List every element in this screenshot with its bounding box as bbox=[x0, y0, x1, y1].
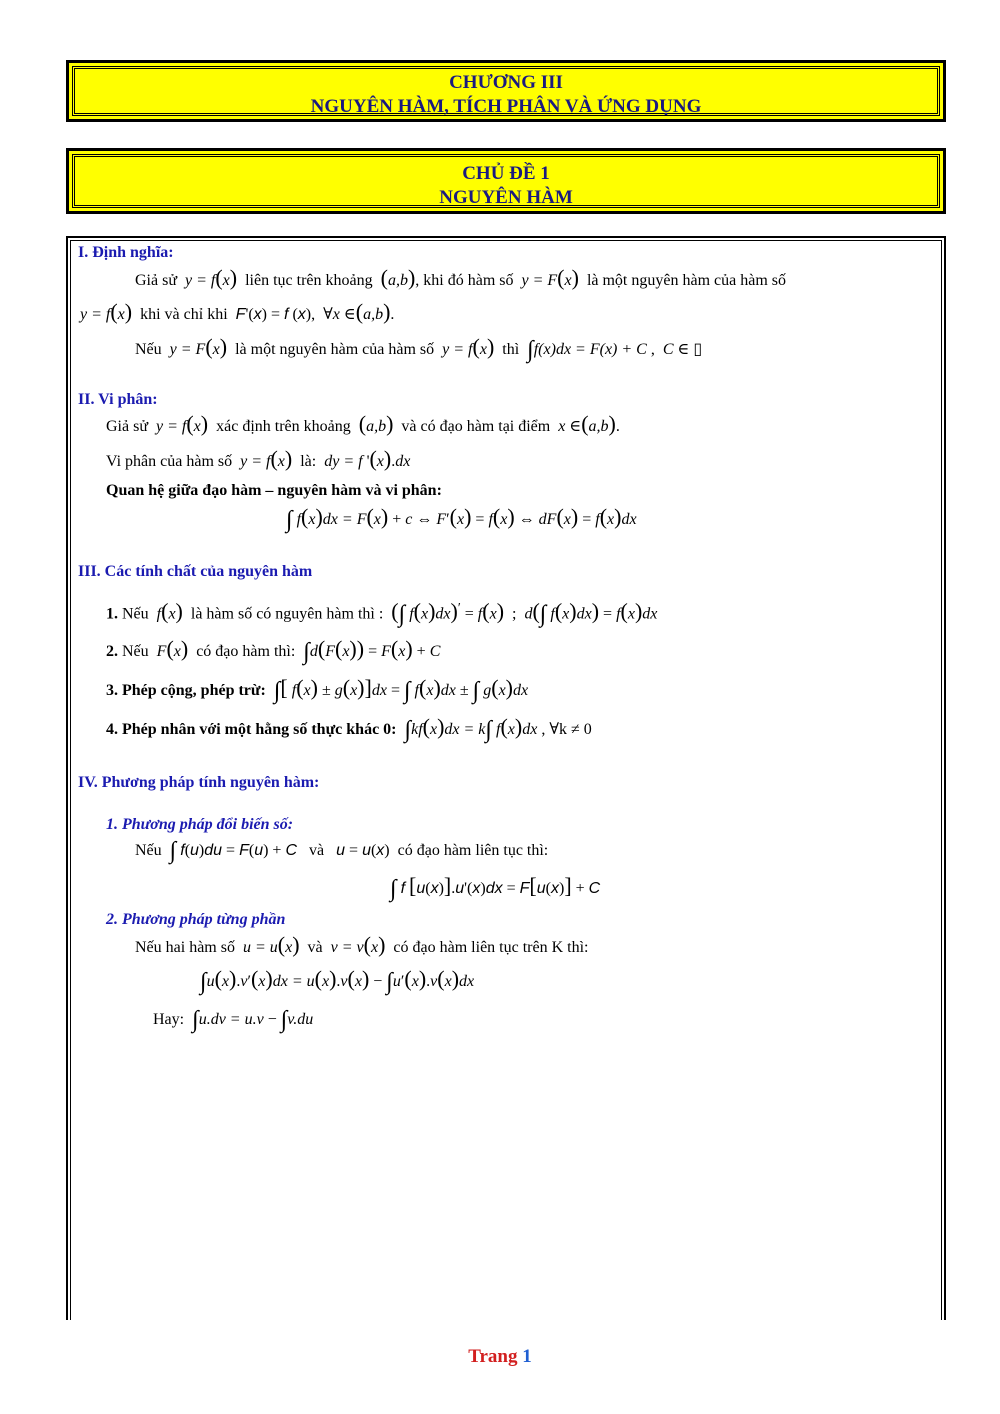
section-definition-heading: I. Định nghĩa: bbox=[78, 244, 174, 261]
property-3: 3. Phép cộng, phép trừ: ∫[ f(x) ± g(x)]dx = ∫ f(x)dx ± ∫ g(x)dx bbox=[106, 675, 529, 704]
definition-line-2: y = f(x) khi và chỉ khi F'(x) = f (x), ∀x ∈(a,b). bbox=[80, 299, 395, 324]
method-substitution-heading: 1. Phương pháp đổi biến số: bbox=[106, 816, 294, 833]
parts-line-1: Nếu hai hàm số u = u(x) và v = v(x) có đạo hàm liên tục trên K thì: bbox=[135, 932, 589, 957]
parts-formula: ∫u(x).v′(x)dx = u(x).v(x) − ∫u′(x).v(x)dx bbox=[200, 966, 475, 995]
property-1: 1. Nếu f(x) là hàm số có nguyên hàm thì : (∫ f(x)dx)′ = f(x) ; d(∫ f(x)dx) = f(x)dx bbox=[106, 598, 658, 628]
differential-line-2: Vi phân của hàm số y = f(x) là: dy = f '(x).dx bbox=[106, 446, 411, 471]
chapter-number: CHƯƠNG III bbox=[449, 72, 563, 93]
section-differential-heading: II. Vi phân: bbox=[78, 391, 158, 408]
definition-line-3: Nếu y = F(x) là một nguyên hàm của hàm số y = f(x) thì ∫f(x)dx = F(x) + C , C ∈ ▯ bbox=[135, 334, 703, 363]
section-methods-heading: IV. Phương pháp tính nguyên hàm: bbox=[78, 774, 320, 791]
chapter-title: NGUYÊN HÀM, TÍCH PHÂN VÀ ỨNG DỤNG bbox=[310, 96, 702, 117]
page-label: Trang bbox=[468, 1346, 518, 1367]
property-2: 2. Nếu F(x) có đạo hàm thì: ∫d(F(x)) = F(x) + C bbox=[106, 636, 441, 665]
property-4: 4. Phép nhân với một hằng số thực khác 0: ∫kf(x)dx = k∫ f(x)dx , ∀k ≠ 0 bbox=[106, 714, 592, 743]
page-number: 1 bbox=[522, 1346, 532, 1367]
substitution-line-1: Nếu ∫ f(u)du = F(u) + C và u = u(x) có đạo hàm liên tục thì: bbox=[135, 838, 549, 864]
chapter-banner bbox=[66, 60, 946, 122]
differential-line-1: Giả sử y = f(x) xác định trên khoảng (a,b) và có đạo hàm tại điểm x ∈(a,b). bbox=[106, 411, 620, 436]
page-footer bbox=[0, 1346, 1000, 1368]
topic-banner bbox=[66, 148, 946, 214]
method-parts-heading: 2. Phương pháp từng phần bbox=[106, 911, 286, 928]
substitution-formula: ∫ f [u(x)].u'(x)dx = F[u(x)] + C bbox=[390, 873, 601, 902]
parts-short-formula: Hay: ∫u.dv = u.v − ∫v.du bbox=[153, 1007, 314, 1033]
section-properties-heading: III. Các tính chất của nguyên hàm bbox=[78, 563, 313, 580]
relation-formula: ∫ f(x)dx = F(x) + c ⇔ F′(x) = f(x) ⇔ dF(x) = f(x)dx bbox=[286, 504, 637, 533]
topic-number: CHỦ ĐỀ 1 bbox=[462, 163, 550, 184]
definition-line-1: Giả sử y = f(x) liên tục trên khoảng (a,b), khi đó hàm số y = F(x) là một nguyên hàm của hàm số bbox=[135, 265, 786, 290]
relation-heading: Quan hệ giữa đạo hàm – nguyên hàm và vi phân: bbox=[106, 482, 442, 499]
topic-title: NGUYÊN HÀM bbox=[439, 187, 573, 208]
